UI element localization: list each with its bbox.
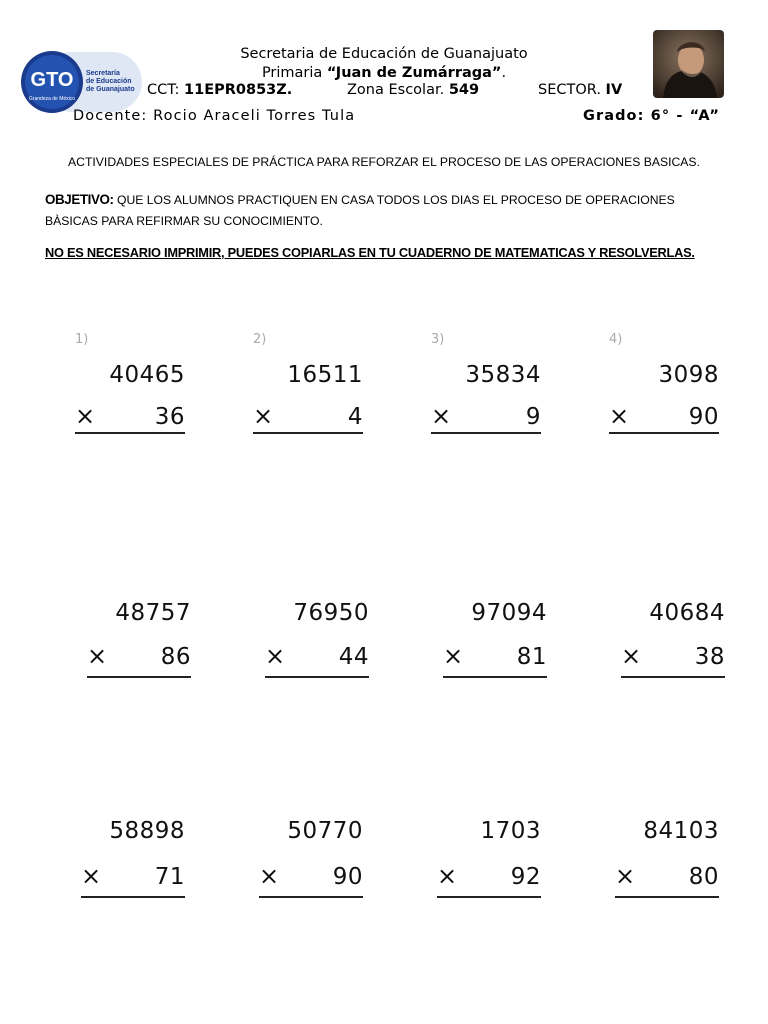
multiplicand: 97094 — [471, 600, 547, 626]
answer-line — [437, 896, 541, 898]
multiplication-problem — [431, 332, 541, 438]
sector — [538, 82, 622, 98]
multiplier: 4 — [347, 404, 363, 430]
logo-tagline: Grandeza de México — [28, 96, 76, 102]
school-suffix: . — [501, 65, 507, 81]
multiplication-problem — [265, 600, 369, 682]
multiplication-problem — [615, 818, 719, 902]
multiplication-problem — [75, 332, 185, 438]
times-sign: × — [75, 402, 96, 430]
objective-text: QUE LOS ALUMNOS PRACTIQUEN EN CASA TODOS LOS DIAS EL PROCESO DE OPERACIONES BÀSICAS PARA REFIRMAR SU CONOCIMIENTO. — [45, 193, 675, 228]
multiplier: 9 — [525, 404, 541, 430]
multiplicand: 58898 — [109, 818, 185, 844]
cct — [147, 82, 292, 98]
problem-number: 4) — [609, 332, 623, 347]
times-sign: × — [265, 642, 286, 670]
zona-escolar — [347, 82, 479, 98]
logo-line1: Secretaría — [86, 70, 120, 77]
answer-line — [431, 432, 541, 434]
multiplication-problem — [259, 818, 363, 902]
answer-line — [75, 432, 185, 434]
multiplier: 90 — [332, 864, 363, 890]
times-sign: × — [621, 642, 642, 670]
multiplier: 90 — [688, 404, 719, 430]
cct-value: 11EPR0853Z. — [184, 82, 293, 98]
multiplicand: 40465 — [109, 362, 185, 388]
times-sign: × — [437, 862, 458, 890]
multiplier: 80 — [688, 864, 719, 890]
times-sign: × — [431, 402, 452, 430]
multiplicand: 35834 — [465, 362, 541, 388]
multiplier: 38 — [694, 644, 725, 670]
multiplicand: 3098 — [658, 362, 719, 388]
answer-line — [87, 676, 191, 678]
multiplicand: 1703 — [480, 818, 541, 844]
multiplier: 36 — [154, 404, 185, 430]
answer-line — [259, 896, 363, 898]
multiplicand: 76950 — [293, 600, 369, 626]
multiplicand: 16511 — [287, 362, 363, 388]
zona-value: 549 — [448, 82, 480, 98]
notice: NO ES NECESARIO IMPRIMIR, PUEDES COPIARLAS EN TU CUADERNO DE MATEMATICAS Y RESOLVERLAS. — [45, 245, 695, 260]
times-sign: × — [615, 862, 636, 890]
school-prefix: Primaria — [261, 65, 327, 81]
sector-value: IV — [605, 82, 623, 98]
multiplication-problem — [87, 600, 191, 682]
multiplicand: 50770 — [287, 818, 363, 844]
multiplicand: 84103 — [643, 818, 719, 844]
multiplicand: 40684 — [649, 600, 725, 626]
answer-line — [81, 896, 185, 898]
zona-label: Zona Escolar. — [347, 82, 449, 98]
activities-intro: ACTIVIDADES ESPECIALES DE PRÁCTICA PARA REFORZAR EL PROCESO DE LAS OPERACIONES BASICAS. — [68, 155, 700, 169]
answer-line — [621, 676, 725, 678]
times-sign: × — [443, 642, 464, 670]
multiplication-problem — [443, 600, 547, 682]
portrait-image — [653, 30, 724, 98]
sector-label: SECTOR. — [538, 82, 606, 98]
problem-number: 2) — [253, 332, 267, 347]
cct-label: CCT: — [147, 82, 185, 98]
multiplier: 71 — [154, 864, 185, 890]
times-sign: × — [81, 862, 102, 890]
multiplication-problem — [609, 332, 719, 438]
school-line — [0, 65, 768, 81]
answer-line — [253, 432, 363, 434]
times-sign: × — [87, 642, 108, 670]
logo-line2: de Educación — [86, 78, 132, 85]
multiplier: 86 — [160, 644, 191, 670]
answer-line — [265, 676, 369, 678]
school-name: “Juan de Zumárraga” — [326, 65, 502, 81]
multiplier: 81 — [516, 644, 547, 670]
problem-number: 3) — [431, 332, 445, 347]
docente: Docente: Rocio Araceli Torres Tula — [73, 108, 356, 124]
objective-label: OBJETIVO: — [45, 192, 114, 207]
multiplication-problem — [621, 600, 725, 682]
multiplier: 92 — [510, 864, 541, 890]
multiplier: 44 — [338, 644, 369, 670]
logo-line3: de Guanajuato — [86, 86, 135, 93]
objective — [45, 189, 705, 232]
institution-name: Secretaria de Educación de Guanajuato — [240, 46, 528, 62]
answer-line — [443, 676, 547, 678]
times-sign: × — [253, 402, 274, 430]
grado: Grado: 6° - “A” — [582, 108, 720, 124]
answer-line — [615, 896, 719, 898]
multiplication-problem — [81, 818, 185, 902]
problem-number: 1) — [75, 332, 89, 347]
multiplication-problem — [253, 332, 363, 438]
times-sign: × — [259, 862, 280, 890]
logo-mark: GTO — [30, 69, 74, 91]
multiplication-problem — [437, 818, 541, 902]
multiplicand: 48757 — [115, 600, 191, 626]
answer-line — [609, 432, 719, 434]
times-sign: × — [609, 402, 630, 430]
